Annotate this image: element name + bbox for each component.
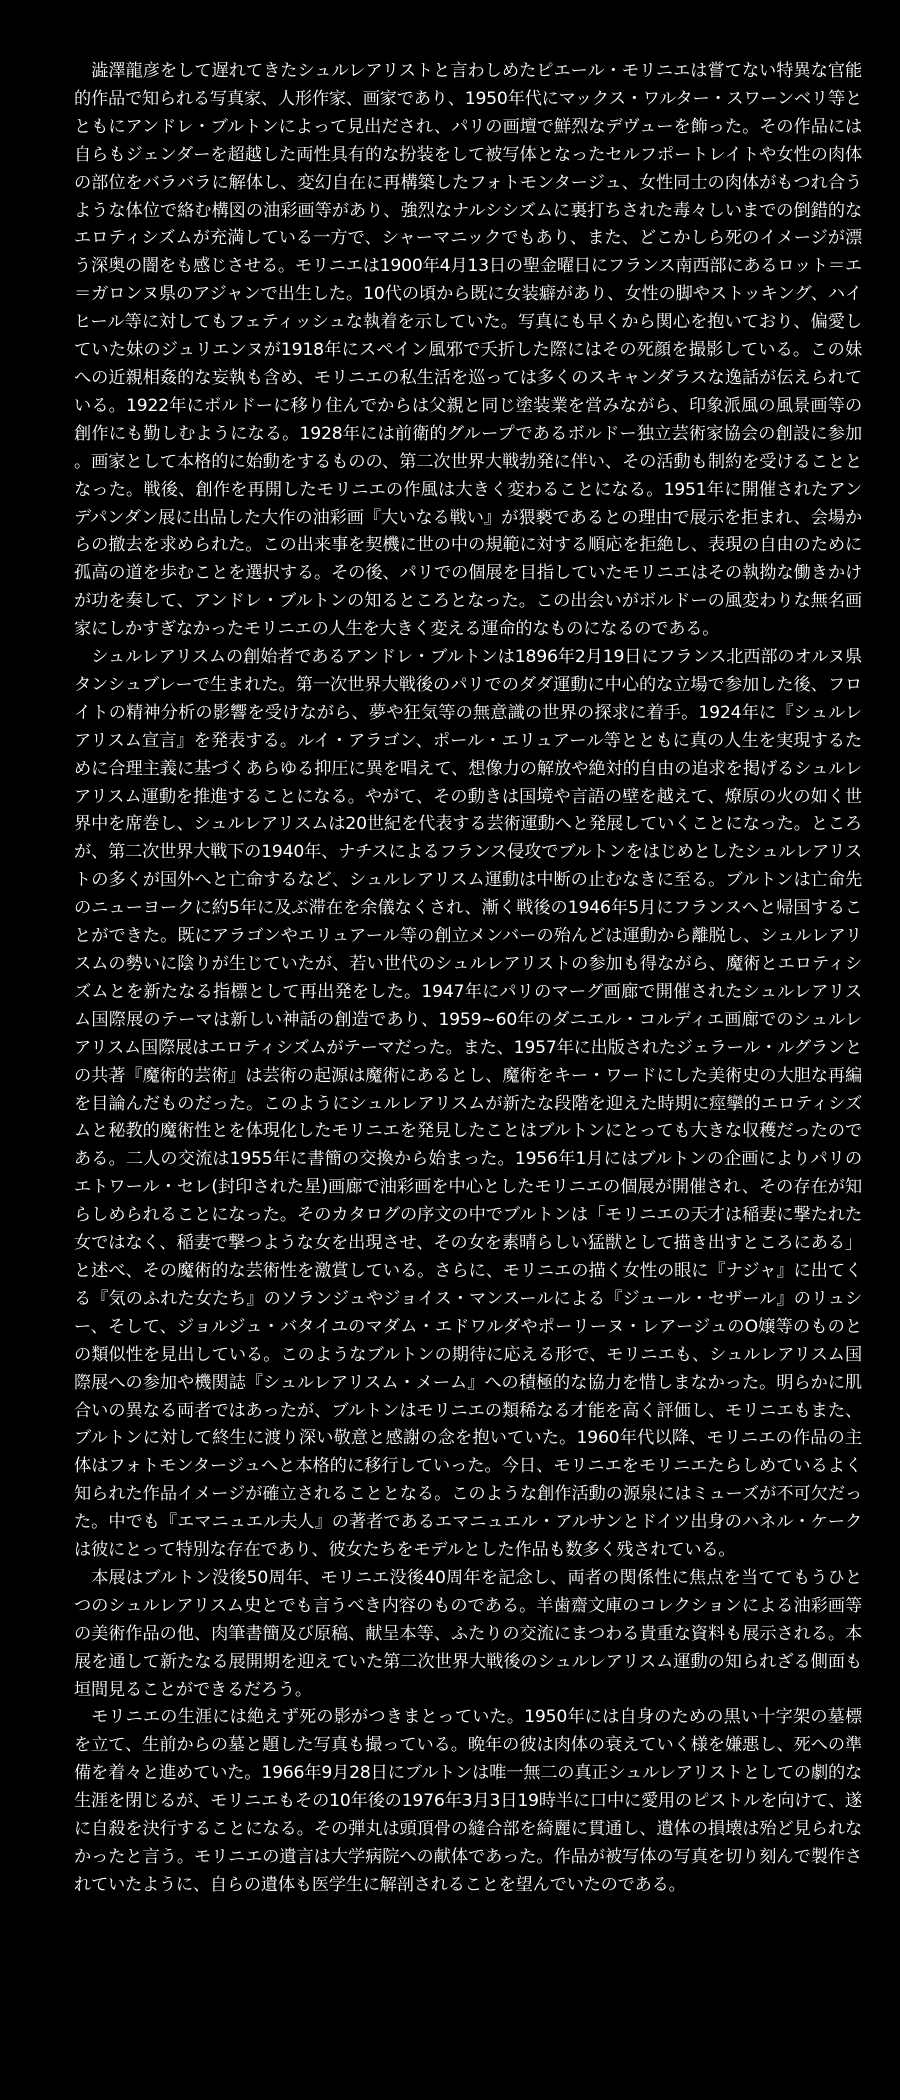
paragraph-breton: シュルレアリスムの創始者であるアンドレ・ブルトンは1896年2月19日にフランス北西部のオルヌ県タンシュブレーで生まれた。第一次世界大戦後のパリでのダダ運動に中心的な立場で参加した後、フロイトの精神分析の影響を受けながら、夢や狂気等の無意識の世界の探求に着手。1924年に『シュルレアリスム宣言』を発表する。ルイ・アラゴン、ポール・エリュアール等とともに真の人生を実現するために合理主義に基づくあらゆる抑圧に異を唱えて、想像力の解放や絶対的自由の追求を掲げるシュルレアリスム運動を推進することになる。やがて、その動きは国境や言語の壁を越えて、燎原の火の如く世界中を席巻し、シュルレアリスムは20世紀を代表する芸術運動へと発展していくことになった。ところが、第二次世界大戦下の1940年、ナチスによるフランス侵攻でブルトンをはじめとしたシュルレアリストの多くが国外へと亡命するなど、シュルレアリスム運動は中断の止むなきに至る。ブルトンは亡命先のニューヨークに約5年に及ぶ滞在を余儀なくされ、漸く戦後の1946年5月にフランスへと帰国することができた。既にアラゴンやエリュアール等の創立メンバーの殆んどは運動から離脱し、シュルレアリスムの勢いに陰りが生じていたが、若い世代のシュルレアリストの参加も得ながら、魔術とエロティシズムとを新たなる指標として再出発をした。1947年にパリのマーグ画廊で開催されたシュルレアリスム国際展のテーマは新しい神話の創造であり、1959~60年のダニエル・コルディエ画廊でのシュルレアリスム国際展はエロティシズムがテーマだった。また、1957年に出版されたジェラール・ルグランとの共著『魔術的芸術』は芸術の起源は魔術にあるとし、魔術をキー・ワードにした美術史の大胆な再編を目論んだものだった。このようにシュルレアリスムが新たな段階を迎えた時期に痙攣的エロティシズムと秘教的魔術性とを体現化したモリニエを発見したことはブルトンにとっても大きな収穫だったのである。二人の交流は1955年に書簡の交換から始まった。1956年1月にはブルトンの企画によりパリのエトワール・セレ(封印された星)画廊で油彩画を中心としたモリニエの個展が開催され、その存在が知らしめられることになった。そのカタログの序文の中でブルトンは「モリニエの天才は稲妻に撃たれた女ではなく、稲妻で撃つような女を出現させ、その女を素晴らしい猛獣として描き出すところにある」と述べ、その魔術的な芸術性を激賞している。さらに、モリニエの描く女性の眼に『ナジャ』に出てくる『気のふれた女たち』のソランジュやジョイス・マンスールによる『ジュール・セザール』のリュシー、そして、ジョルジュ・バタイユのマダム・エドワルダやポーリーヌ・レアージュのO嬢等のものとの類似性を見出している。このようなブルトンの期待に応える形で、モリニエも、シュルレアリスム国際展への参加や機関誌『シュルレアリスム・メーム』への積極的な協力を惜しまなかった。明らかに肌合いの異なる両者ではあったが、ブルトンはモリニエの類稀なる才能を高く評価し、モリニエもまた、ブルトンに対して終生に渡り深い敬意と感謝の念を抱いていた。1960年代以降、モリニエの作品の主体はフォトモンタージュへと本格的に移行していった。今日、モリニエをモリニエたらしめているよく知られた作品イメージが確立されることとなる。このような創作活動の源泉にはミューズが不可欠だった。中でも『エマニュエル夫人』の著者であるエマニュエル・アルサンとドイツ出身のハネル・ケークは彼にとって特別な存在であり、彼女たちをモデルとした作品も数多く残されている。 <box>74 647 862 1561</box>
paragraph-molinier-intro: 澁澤龍彦をして遅れてきたシュルレアリストと言わしめたピエール・モリニエは嘗てない特異な官能的作品で知られる写真家、人形作家、画家であり、1950年代にマックス・ワルター・スワーンベリ等とともにアンドレ・ブルトンによって見出だされ、パリの画壇で鮮烈なデヴューを飾った。その作品には自らもジェンダーを超越した両性具有的な扮装をして被写体となったセルフポートレイトや女性の肉体の部位をバラバラに解体し、変幻自在に再構築したフォトモンタージュ、女性同士の肉体がもつれ合うような体位で絡む構図の油彩画等があり、強烈なナルシシズムに裏打ちされた毒々しいまでの倒錯的なエロティシズムが充満している一方で、シャーマニックでもあり、また、どこかしら死のイメージが漂う深奥の闇をも感じさせる。モリニエは1900年4月13日の聖金曜日にフランス南西部にあるロット＝エ＝ガロンヌ県のアジャンで出生した。10代の頃から既に女装癖があり、女性の脚やストッキング、ハイヒール等に対してもフェティッシュな執着を示していた。写真にも早くから関心を抱いており、偏愛していた妹のジュリエンヌが1918年にスペイン風邪で夭折した際にはその死顔を撮影している。この妹への近親相姦的な妄執も含め、モリニエの私生活を巡っては多くのスキャンダラスな逸話が伝えられている。1922年にボルドーに移り住んでからは父親と同じ塗装業を営みながら、印象派風の風景画等の創作にも勤しむようになる。1928年には前衛的グループであるボルドー独立芸術家協会の創設に参加。画家として本格的に始動をするものの、第二次世界大戦勃発に伴い、その活動も制約を受けることとなった。戦後、創作を再開したモリニエの作風は大きく変わることになる。1951年に開催されたアンデパンダン展に出品した大作の油彩画『大いなる戦い』が猥褻であるとの理由で展示を拒まれ、会場からの撤去を求められた。この出来事を契機に世の中の規範に対する順応を拒絶し、表現の自由のために孤高の道を歩むことを選択する。その後、パリでの個展を目指していたモリニエはその執拗な働きかけが功を奏して、アンドレ・ブルトンの知るところとなった。この出会いがボルドーの風変わりな無名画家にしかすぎなかったモリニエの人生を大きく変える運命的なものになるのである。 <box>74 61 862 640</box>
paragraph-exhibition: 本展はブルトン没後50周年、モリニエ没後40周年を記念し、両者の関係性に焦点を当ててもうひとつのシュルレアリスム史とでも言うべき内容のものである。羊歯齋文庫のコレクションによる油彩画等の美術作品の他、肉筆書簡及び原稿、献呈本等、ふたりの交流にまつわる貴重な資料も展示される。本展を通して新たなる展開期を迎えていた第二次世界大戦後のシュルレアリスム運動の知られざる側面も垣間見ることができるだろう。 <box>74 1567 862 1700</box>
article-body <box>74 58 862 1900</box>
paragraph-death: モリニエの生涯には絶えず死の影がつきまとっていた。1950年には自身のための黒い十字架の墓標を立て、生前からの墓と題した写真も撮っている。晩年の彼は肉体の衰えていく様を嫌悪し、死への準備を着々と進めていた。1966年9月28日にブルトンは唯一無二の真正シュルレアリストとしての劇的な生涯を閉じるが、モリニエもその10年後の1976年3月3日19時半に口中に愛用のピストルを向けて、遂に自殺を決行することになる。その弾丸は頭頂骨の縫合部を綺麗に貫通し、遺体の損壊は殆ど見られなかったと言う。モリニエの遺言は大学病院への献体であった。作品が被写体の写真を切り刻んで製作されていたように、自らの遺体も医学生に解剖されることを望んでいたのである。 <box>74 1707 862 1895</box>
